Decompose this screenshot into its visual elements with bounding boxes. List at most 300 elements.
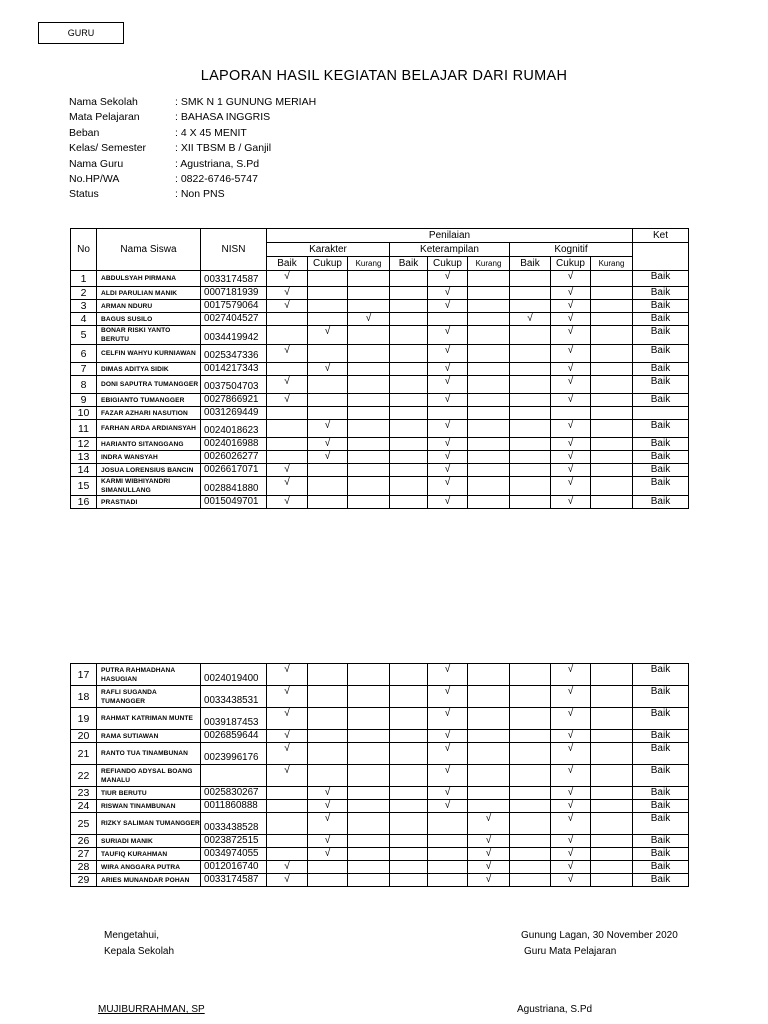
karakter-baik-cell: √ xyxy=(267,765,308,787)
karakter-baik-cell: √ xyxy=(267,664,308,686)
karakter-kurang-cell xyxy=(348,477,390,496)
table-row xyxy=(71,813,689,835)
student-no: 1 xyxy=(71,271,97,287)
kognitif-baik-cell xyxy=(510,477,551,496)
keterampilan-baik-cell xyxy=(390,848,428,861)
student-no: 13 xyxy=(71,451,97,464)
header-group-kognitif: Kognitif xyxy=(510,243,633,257)
kognitif-kurang-cell xyxy=(591,477,633,496)
kognitif-baik-cell xyxy=(510,363,551,376)
kognitif-kurang-cell xyxy=(591,787,633,800)
karakter-cukup-cell: √ xyxy=(308,451,348,464)
info-value: : BAHASA INGGRIS xyxy=(175,111,271,124)
table-row xyxy=(71,765,689,787)
keterampilan-baik-cell xyxy=(390,835,428,848)
student-name: RAFLI SUGANDA TUMANGGER xyxy=(97,686,201,708)
keterampilan-cukup-cell: √ xyxy=(428,271,468,287)
student-ket: Baik xyxy=(633,800,689,813)
header-level-kurang: Kurang xyxy=(468,257,510,271)
student-no: 26 xyxy=(71,835,97,848)
keterampilan-cukup-cell: √ xyxy=(428,686,468,708)
student-ket: Baik xyxy=(633,743,689,765)
student-nisn: 0015049701 xyxy=(201,496,267,509)
karakter-kurang-cell xyxy=(348,848,390,861)
kognitif-baik-cell xyxy=(510,708,551,730)
header-name: Nama Siswa xyxy=(97,229,201,271)
karakter-cukup-cell xyxy=(308,874,348,887)
table-row xyxy=(71,287,689,300)
table-row xyxy=(71,363,689,376)
kognitif-baik-cell xyxy=(510,464,551,477)
karakter-cukup-cell: √ xyxy=(308,835,348,848)
keterampilan-kurang-cell xyxy=(468,345,510,363)
student-no: 21 xyxy=(71,743,97,765)
student-ket: Baik xyxy=(633,464,689,477)
info-value: : 0822-6746-5747 xyxy=(175,172,258,185)
keterampilan-cukup-cell: √ xyxy=(428,376,468,394)
karakter-baik-cell: √ xyxy=(267,743,308,765)
karakter-cukup-cell xyxy=(308,345,348,363)
keterampilan-cukup-cell xyxy=(428,407,468,420)
student-nisn: 0033438531 xyxy=(201,686,267,708)
student-name: INDRA WANSYAH xyxy=(97,451,201,464)
student-nisn: 0011860888 xyxy=(201,800,267,813)
karakter-cukup-cell xyxy=(308,287,348,300)
student-ket: Baik xyxy=(633,730,689,743)
kognitif-kurang-cell xyxy=(591,271,633,287)
header-level-kurang: Kurang xyxy=(348,257,390,271)
info-label: Nama Sekolah xyxy=(69,96,138,108)
kognitif-kurang-cell xyxy=(591,326,633,345)
kognitif-baik-cell xyxy=(510,271,551,287)
info-label: Status xyxy=(69,188,99,201)
student-nisn: 0024016988 xyxy=(201,438,267,451)
keterampilan-kurang-cell xyxy=(468,438,510,451)
student-nisn: 0025830267 xyxy=(201,787,267,800)
kognitif-cukup-cell: √ xyxy=(551,326,591,345)
table-row xyxy=(71,438,689,451)
kognitif-cukup-cell: √ xyxy=(551,420,591,438)
student-name: SURIADI MANIK xyxy=(97,835,201,848)
student-no: 12 xyxy=(71,438,97,451)
keterampilan-baik-cell xyxy=(390,271,428,287)
student-name: REFIANDO ADYSAL BOANG MANALU xyxy=(97,765,201,787)
info-row xyxy=(69,157,316,172)
keterampilan-baik-cell xyxy=(390,326,428,345)
karakter-kurang-cell xyxy=(348,708,390,730)
student-ket: Baik xyxy=(633,420,689,438)
karakter-cukup-cell xyxy=(308,464,348,477)
student-nisn: 0012016740 xyxy=(201,861,267,874)
keterampilan-kurang-cell xyxy=(468,686,510,708)
karakter-kurang-cell xyxy=(348,813,390,835)
student-nisn: 0033174587 xyxy=(201,874,267,887)
student-ket: Baik xyxy=(633,874,689,887)
kognitif-cukup-cell: √ xyxy=(551,363,591,376)
student-name: RANTO TUA TINAMBUNAN xyxy=(97,743,201,765)
student-ket: Baik xyxy=(633,496,689,509)
karakter-cukup-cell xyxy=(308,376,348,394)
student-nisn: 0017579064 xyxy=(201,300,267,313)
student-name: ARMAN NDURU xyxy=(97,300,201,313)
student-ket: Baik xyxy=(633,313,689,326)
keterampilan-cukup-cell xyxy=(428,813,468,835)
karakter-kurang-cell xyxy=(348,730,390,743)
table-row xyxy=(71,300,689,313)
keterampilan-kurang-cell xyxy=(468,313,510,326)
kognitif-baik-cell xyxy=(510,730,551,743)
student-name: BAGUS SUSILO xyxy=(97,313,201,326)
keterampilan-cukup-cell: √ xyxy=(428,451,468,464)
keterampilan-cukup-cell: √ xyxy=(428,496,468,509)
kognitif-kurang-cell xyxy=(591,765,633,787)
student-nisn xyxy=(201,765,267,787)
student-ket: Baik xyxy=(633,664,689,686)
karakter-kurang-cell: √ xyxy=(348,313,390,326)
kognitif-kurang-cell xyxy=(591,287,633,300)
student-ket: Baik xyxy=(633,765,689,787)
student-nisn: 0023872515 xyxy=(201,835,267,848)
keterampilan-kurang-cell xyxy=(468,464,510,477)
kognitif-baik-cell: √ xyxy=(510,313,551,326)
student-no: 10 xyxy=(71,407,97,420)
student-nisn: 0026617071 xyxy=(201,464,267,477)
student-ket: Baik xyxy=(633,861,689,874)
kognitif-baik-cell xyxy=(510,664,551,686)
karakter-baik-cell xyxy=(267,313,308,326)
keterampilan-baik-cell xyxy=(390,708,428,730)
student-ket: Baik xyxy=(633,287,689,300)
karakter-kurang-cell xyxy=(348,743,390,765)
header-group-karakter: Karakter xyxy=(267,243,390,257)
kognitif-baik-cell xyxy=(510,496,551,509)
keterampilan-baik-cell xyxy=(390,464,428,477)
karakter-baik-cell: √ xyxy=(267,394,308,407)
keterampilan-kurang-cell xyxy=(468,394,510,407)
kognitif-cukup-cell: √ xyxy=(551,730,591,743)
karakter-baik-cell: √ xyxy=(267,730,308,743)
signature-right xyxy=(521,928,678,960)
student-no: 7 xyxy=(71,363,97,376)
info-value: : SMK N 1 GUNUNG MERIAH xyxy=(175,96,317,108)
student-no: 9 xyxy=(71,394,97,407)
student-no: 15 xyxy=(71,477,97,496)
karakter-kurang-cell xyxy=(348,800,390,813)
kognitif-kurang-cell xyxy=(591,835,633,848)
student-ket: Baik xyxy=(633,477,689,496)
kognitif-kurang-cell xyxy=(591,800,633,813)
karakter-kurang-cell xyxy=(348,407,390,420)
student-no: 24 xyxy=(71,800,97,813)
kognitif-baik-cell xyxy=(510,438,551,451)
karakter-kurang-cell xyxy=(348,376,390,394)
info-label: Kelas/ Semester xyxy=(69,142,147,155)
keterampilan-kurang-cell xyxy=(468,496,510,509)
keterampilan-cukup-cell: √ xyxy=(428,438,468,451)
keterampilan-baik-cell xyxy=(390,813,428,835)
karakter-baik-cell: √ xyxy=(267,861,308,874)
student-name: ALDI PARULIAN MANIK xyxy=(97,287,201,300)
karakter-kurang-cell xyxy=(348,345,390,363)
kognitif-cukup-cell: √ xyxy=(551,686,591,708)
kognitif-baik-cell xyxy=(510,394,551,407)
keterampilan-cukup-cell: √ xyxy=(428,664,468,686)
info-value: : 4 X 45 MENIT xyxy=(175,126,247,139)
kognitif-cukup-cell: √ xyxy=(551,787,591,800)
student-no: 23 xyxy=(71,787,97,800)
header-level-kurang: Kurang xyxy=(591,257,633,271)
info-label: Beban xyxy=(69,126,100,139)
student-name: RAMA SUTIAWAN xyxy=(97,730,201,743)
kognitif-kurang-cell xyxy=(591,496,633,509)
kognitif-cukup-cell: √ xyxy=(551,313,591,326)
student-nisn: 0025347336 xyxy=(201,345,267,363)
student-name: PUTRA RAHMADHANA HASUGIAN xyxy=(97,664,201,686)
kognitif-cukup-cell: √ xyxy=(551,496,591,509)
kognitif-kurang-cell xyxy=(591,686,633,708)
student-name: CELFIN WAHYU KURNIAWAN xyxy=(97,345,201,363)
kognitif-baik-cell xyxy=(510,874,551,887)
header-no: No xyxy=(71,229,97,271)
keterampilan-baik-cell xyxy=(390,363,428,376)
karakter-cukup-cell: √ xyxy=(308,848,348,861)
info-value: : XII TBSM B / Ganjil xyxy=(175,142,272,155)
table-row xyxy=(71,345,689,363)
kognitif-cukup-cell: √ xyxy=(551,345,591,363)
header-penilaian: Penilaian xyxy=(267,229,633,243)
student-ket: Baik xyxy=(633,394,689,407)
student-name: DIMAS ADITYA SIDIK xyxy=(97,363,201,376)
info-row xyxy=(69,110,316,125)
keterampilan-cukup-cell: √ xyxy=(428,300,468,313)
karakter-baik-cell: √ xyxy=(267,874,308,887)
student-nisn: 0007181939 xyxy=(201,287,267,300)
keterampilan-cukup-cell: √ xyxy=(428,477,468,496)
karakter-kurang-cell xyxy=(348,326,390,345)
keterampilan-kurang-cell xyxy=(468,271,510,287)
keterampilan-cukup-cell: √ xyxy=(428,394,468,407)
kognitif-baik-cell xyxy=(510,407,551,420)
kognitif-cukup-cell: √ xyxy=(551,287,591,300)
info-row xyxy=(69,141,316,156)
student-nisn: 0034419942 xyxy=(201,326,267,345)
karakter-cukup-cell xyxy=(308,664,348,686)
kognitif-kurang-cell xyxy=(591,451,633,464)
kognitif-cukup-cell: √ xyxy=(551,708,591,730)
karakter-kurang-cell xyxy=(348,765,390,787)
kognitif-cukup-cell: √ xyxy=(551,813,591,835)
keterampilan-kurang-cell: √ xyxy=(468,835,510,848)
keterampilan-cukup-cell xyxy=(428,313,468,326)
keterampilan-cukup-cell: √ xyxy=(428,765,468,787)
student-nisn: 0026026277 xyxy=(201,451,267,464)
kognitif-cukup-cell: √ xyxy=(551,438,591,451)
kognitif-cukup-cell: √ xyxy=(551,861,591,874)
keterampilan-cukup-cell: √ xyxy=(428,743,468,765)
student-ket: Baik xyxy=(633,345,689,363)
table-row xyxy=(71,708,689,730)
kognitif-kurang-cell xyxy=(591,861,633,874)
kognitif-cukup-cell: √ xyxy=(551,477,591,496)
header-group-keterampilan: Keterampilan xyxy=(390,243,510,257)
student-no: 14 xyxy=(71,464,97,477)
kognitif-kurang-cell xyxy=(591,464,633,477)
student-no: 4 xyxy=(71,313,97,326)
student-no: 28 xyxy=(71,861,97,874)
karakter-cukup-cell: √ xyxy=(308,326,348,345)
kognitif-baik-cell xyxy=(510,287,551,300)
student-no: 27 xyxy=(71,848,97,861)
kognitif-baik-cell xyxy=(510,835,551,848)
kognitif-kurang-cell xyxy=(591,376,633,394)
student-nisn: 0031269449 xyxy=(201,407,267,420)
kognitif-cukup-cell: √ xyxy=(551,743,591,765)
keterampilan-baik-cell xyxy=(390,730,428,743)
student-ket: Baik xyxy=(633,326,689,345)
keterampilan-baik-cell xyxy=(390,765,428,787)
kognitif-cukup-cell xyxy=(551,407,591,420)
keterampilan-cukup-cell: √ xyxy=(428,787,468,800)
kognitif-baik-cell xyxy=(510,326,551,345)
info-block xyxy=(69,95,316,203)
keterampilan-cukup-cell xyxy=(428,848,468,861)
keterampilan-baik-cell xyxy=(390,861,428,874)
signature-left xyxy=(104,928,174,960)
karakter-kurang-cell xyxy=(348,287,390,300)
table-row xyxy=(71,664,689,686)
grades-table-page1 xyxy=(70,228,689,509)
karakter-cukup-cell xyxy=(308,300,348,313)
info-label: No.HP/WA xyxy=(69,172,120,185)
keterampilan-kurang-cell xyxy=(468,730,510,743)
kognitif-cukup-cell: √ xyxy=(551,800,591,813)
karakter-cukup-cell xyxy=(308,686,348,708)
kognitif-baik-cell xyxy=(510,800,551,813)
karakter-cukup-cell: √ xyxy=(308,438,348,451)
keterampilan-kurang-cell xyxy=(468,477,510,496)
student-ket: Baik xyxy=(633,271,689,287)
keterampilan-baik-cell xyxy=(390,376,428,394)
kognitif-baik-cell xyxy=(510,813,551,835)
karakter-cukup-cell xyxy=(308,271,348,287)
table-row xyxy=(71,477,689,496)
keterampilan-cukup-cell xyxy=(428,861,468,874)
keterampilan-cukup-cell: √ xyxy=(428,800,468,813)
kognitif-baik-cell xyxy=(510,345,551,363)
table-row xyxy=(71,420,689,438)
karakter-baik-cell: √ xyxy=(267,686,308,708)
karakter-cukup-cell xyxy=(308,730,348,743)
karakter-cukup-cell xyxy=(308,407,348,420)
karakter-baik-cell: √ xyxy=(267,271,308,287)
kognitif-baik-cell xyxy=(510,787,551,800)
karakter-cukup-cell xyxy=(308,313,348,326)
keterampilan-baik-cell xyxy=(390,313,428,326)
karakter-baik-cell: √ xyxy=(267,464,308,477)
student-nisn: 0024019400 xyxy=(201,664,267,686)
keterampilan-cukup-cell: √ xyxy=(428,363,468,376)
kognitif-cukup-cell: √ xyxy=(551,765,591,787)
keterampilan-baik-cell xyxy=(390,394,428,407)
kognitif-kurang-cell xyxy=(591,848,633,861)
student-nisn: 0027866921 xyxy=(201,394,267,407)
student-name: ARIES MUNANDAR POHAN xyxy=(97,874,201,887)
karakter-kurang-cell xyxy=(348,300,390,313)
student-nisn: 0027404527 xyxy=(201,313,267,326)
keterampilan-cukup-cell: √ xyxy=(428,464,468,477)
karakter-kurang-cell xyxy=(348,787,390,800)
keterampilan-kurang-cell xyxy=(468,765,510,787)
table-row xyxy=(71,376,689,394)
karakter-kurang-cell xyxy=(348,271,390,287)
keterampilan-kurang-cell xyxy=(468,363,510,376)
kognitif-kurang-cell xyxy=(591,730,633,743)
left-role: Kepala Sekolah xyxy=(104,946,175,957)
student-no: 17 xyxy=(71,664,97,686)
keterampilan-baik-cell xyxy=(390,686,428,708)
keterampilan-kurang-cell xyxy=(468,300,510,313)
student-name: TAUFIQ KURAHMAN xyxy=(97,848,201,861)
student-name: TIUR BERUTU xyxy=(97,787,201,800)
karakter-baik-cell: √ xyxy=(267,345,308,363)
keterampilan-kurang-cell: √ xyxy=(468,861,510,874)
student-no: 20 xyxy=(71,730,97,743)
kognitif-kurang-cell xyxy=(591,313,633,326)
table-row xyxy=(71,835,689,848)
student-nisn: 0026859644 xyxy=(201,730,267,743)
kognitif-cukup-cell: √ xyxy=(551,464,591,477)
kognitif-cukup-cell: √ xyxy=(551,376,591,394)
student-nisn: 0033174587 xyxy=(201,271,267,287)
student-nisn: 0034974055 xyxy=(201,848,267,861)
student-no: 25 xyxy=(71,813,97,835)
table-row xyxy=(71,800,689,813)
table-row xyxy=(71,407,689,420)
karakter-kurang-cell xyxy=(348,451,390,464)
student-name: KARMI WIBHIYANDRI SIMANULLANG xyxy=(97,477,201,496)
keterampilan-kurang-cell xyxy=(468,326,510,345)
keterampilan-cukup-cell xyxy=(428,835,468,848)
student-no: 8 xyxy=(71,376,97,394)
table-row xyxy=(71,326,689,345)
kognitif-kurang-cell xyxy=(591,394,633,407)
karakter-kurang-cell xyxy=(348,496,390,509)
keterampilan-baik-cell xyxy=(390,438,428,451)
karakter-kurang-cell xyxy=(348,394,390,407)
keterampilan-kurang-cell: √ xyxy=(468,813,510,835)
karakter-cukup-cell: √ xyxy=(308,420,348,438)
student-ket: Baik xyxy=(633,376,689,394)
keterampilan-baik-cell xyxy=(390,496,428,509)
report-title: LAPORAN HASIL KEGIATAN BELAJAR DARI RUMAH xyxy=(200,68,568,84)
karakter-baik-cell xyxy=(267,835,308,848)
student-name: FARHAN ARDA ARDIANSYAH xyxy=(97,420,201,438)
student-name: HARIANTO SITANGGANG xyxy=(97,438,201,451)
karakter-baik-cell xyxy=(267,407,308,420)
keterampilan-kurang-cell xyxy=(468,664,510,686)
keterampilan-cukup-cell: √ xyxy=(428,287,468,300)
kognitif-kurang-cell xyxy=(591,345,633,363)
keterampilan-kurang-cell xyxy=(468,407,510,420)
info-value: : Non PNS xyxy=(175,188,225,201)
student-no: 18 xyxy=(71,686,97,708)
header-level-baik: Baik xyxy=(390,257,428,271)
kognitif-cukup-cell: √ xyxy=(551,848,591,861)
keterampilan-baik-cell xyxy=(390,420,428,438)
student-name: EBIGIANTO TUMANGGER xyxy=(97,394,201,407)
table-row xyxy=(71,313,689,326)
principal-name: MUJIBURRAHMAN, SP xyxy=(98,1004,205,1015)
